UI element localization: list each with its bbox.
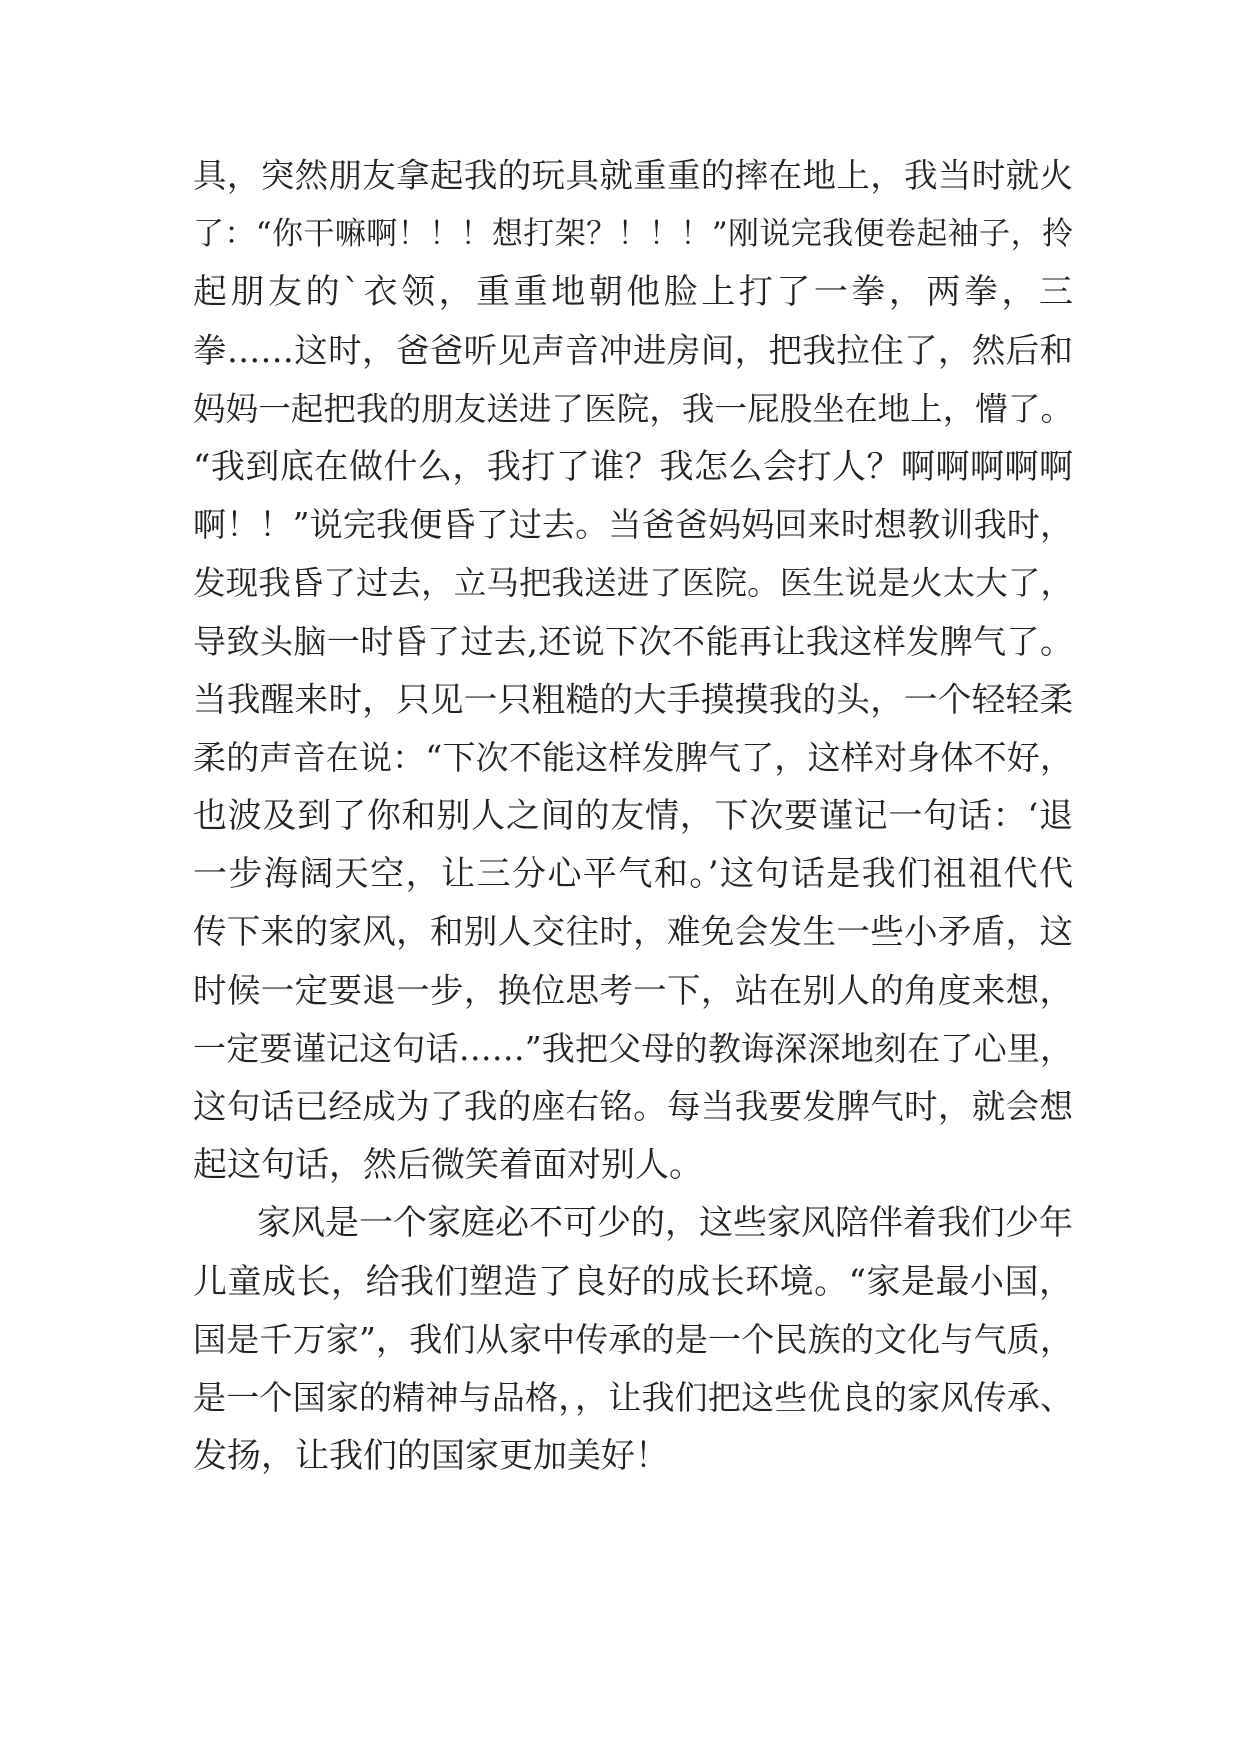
text-line: 是一个国家的精神与品格，，让我们把这些优良的家风传承、 — [193, 1377, 1073, 1417]
body-text — [193, 147, 1073, 1485]
text-line: 起朋友的`衣领，重重地朝他脸上打了一拳，两拳，三 — [193, 272, 1073, 313]
text-line: 一定要谨记这句话……”我把父母的教诲深深地刻在了心里， — [193, 1028, 1073, 1068]
text-line: 儿童成长，给我们塑造了良好的成长环境。“家是最小国， — [193, 1261, 1073, 1302]
text-line: 发扬，让我们的国家更加美好！ — [193, 1436, 669, 1477]
paragraph-conclusion — [193, 1194, 1073, 1485]
text-line: 家风是一个家庭必不可少的，这些家风陪伴着我们少年 — [257, 1203, 1073, 1244]
text-line: 发现我昏了过去，立马把我送进了医院。医生说是火太大了， — [193, 564, 1073, 603]
text-line: 起这句话，然后微笑着面对别人。 — [193, 1145, 703, 1186]
text-line: 柔的声音在说：“下次不能这样发脾气了，这样对身体不好， — [193, 737, 1073, 777]
text-line: 啊！！”说完我便昏了过去。当爸爸妈妈回来时想教训我时， — [193, 505, 1073, 545]
text-line: “我到底在做什么，我打了谁？我怎么会打人？啊啊啊啊啊 — [193, 446, 1073, 487]
text-line: 了：“你干嘛啊！！！想打架？！！！”刚说完我便卷起袖子，拎 — [193, 216, 1073, 253]
text-line: 妈妈一起把我的朋友送进了医院，我一屁股坐在地上，懵了。 — [193, 389, 1073, 428]
text-line: 当我醒来时，只见一只粗糙的大手摸摸我的头，一个轻轻柔 — [193, 679, 1073, 719]
text-line: 时候一定要退一步，换位思考一下，站在别人的角度来想， — [193, 970, 1073, 1010]
text-line: 也波及到了你和别人之间的友情，下次要谨记一句话：‘退 — [193, 796, 1073, 837]
paragraph-story — [193, 147, 1073, 1194]
text-line: 具，突然朋友拿起我的玩具就重重的摔在地上，我当时就火 — [193, 156, 1073, 195]
text-line: 这句话已经成为了我的座右铭。每当我要发脾气时，就会想 — [193, 1087, 1073, 1126]
text-line: 国是千万家”，我们从家中传承的是一个民族的文化与气质， — [193, 1319, 1073, 1359]
text-line: 传下来的家风，和别人交往时，难免会发生一些小矛盾，这 — [193, 912, 1073, 952]
text-line: 导致头脑一时昏了过去,还说下次不能再让我这样发脾气了。 — [193, 621, 1073, 661]
text-line: 一步海阔天空，让三分心平气和。’这句话是我们祖祖代代 — [193, 854, 1073, 895]
text-line: 拳……这时，爸爸听见声音冲进房间，把我拉住了，然后和 — [193, 330, 1073, 370]
